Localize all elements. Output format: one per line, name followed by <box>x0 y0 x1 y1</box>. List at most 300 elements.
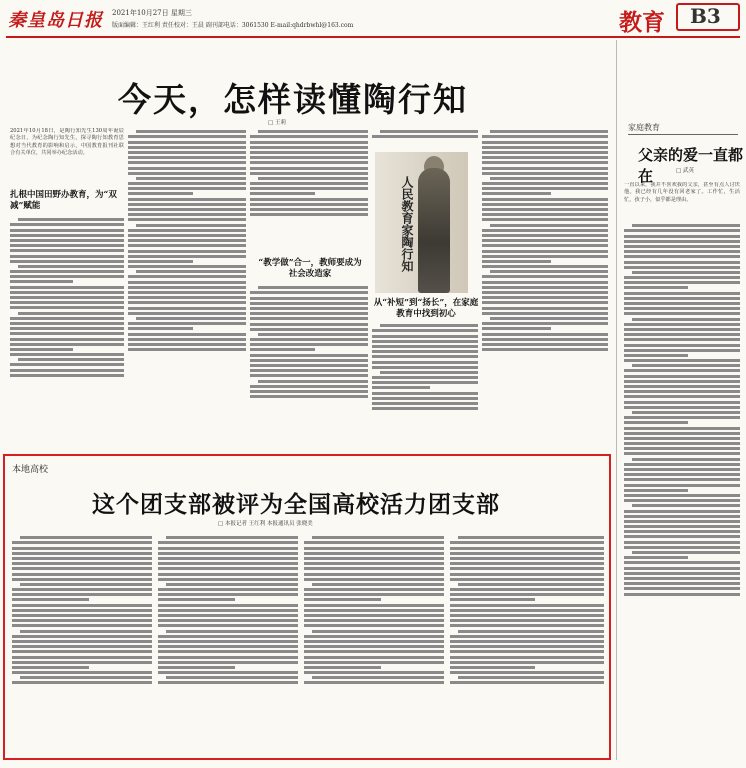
text-line <box>258 130 368 133</box>
text-line <box>158 681 298 684</box>
section-name: 教育 <box>619 9 665 36</box>
text-line <box>450 562 604 565</box>
credits-line: 版面编辑：王红利 责任校对：王晨 副刊部电话：3061530 E-mail:qhdrbwhl@163.com <box>112 22 354 29</box>
text-line <box>450 593 604 596</box>
text-line <box>158 552 298 555</box>
text-line <box>490 177 608 180</box>
text-line <box>10 343 124 346</box>
text-line <box>632 458 740 461</box>
text-line <box>10 301 124 304</box>
text-line <box>372 355 478 358</box>
text-line <box>450 588 604 591</box>
text-line <box>250 208 368 211</box>
text-line <box>624 240 740 243</box>
text-line <box>250 172 368 175</box>
text-line <box>128 239 246 242</box>
main-subhead-2: “教学做”合一，教师要成为社会改造家 <box>258 258 362 279</box>
text-line <box>450 547 604 550</box>
text-line <box>624 473 740 476</box>
main-body-col-4a <box>372 128 478 150</box>
text-line <box>372 329 478 332</box>
text-line <box>482 213 608 216</box>
text-line <box>482 151 608 154</box>
text-line <box>20 536 152 539</box>
text-line <box>372 407 478 410</box>
text-line <box>624 427 740 430</box>
text-line <box>624 421 688 424</box>
text-line <box>450 541 604 544</box>
text-line <box>304 562 444 565</box>
text-line <box>632 224 740 227</box>
column-byline: □ 武英 <box>676 168 694 174</box>
text-line <box>158 593 298 596</box>
text-line <box>12 671 152 674</box>
text-line <box>158 645 298 648</box>
text-line <box>482 244 608 247</box>
text-line <box>624 255 740 258</box>
text-line <box>250 359 368 362</box>
text-line <box>304 666 381 669</box>
text-line <box>250 312 368 315</box>
text-line <box>482 208 608 211</box>
text-line <box>458 536 604 539</box>
text-line <box>458 676 604 679</box>
text-line <box>250 364 368 367</box>
text-line <box>128 296 246 299</box>
text-line <box>482 135 608 138</box>
text-line <box>10 374 124 377</box>
text-line <box>372 361 478 364</box>
text-line <box>490 130 608 133</box>
text-line <box>158 614 298 617</box>
text-line <box>12 593 152 596</box>
text-line <box>250 187 368 190</box>
text-line <box>10 338 124 341</box>
text-line <box>10 348 73 351</box>
text-line <box>624 344 740 347</box>
text-line <box>304 604 444 607</box>
text-line <box>624 468 740 471</box>
text-line <box>250 302 368 305</box>
text-line <box>450 557 604 560</box>
text-line <box>624 385 740 388</box>
text-line <box>12 640 152 643</box>
text-line <box>128 322 246 325</box>
text-line <box>158 666 235 669</box>
text-line <box>450 598 535 601</box>
text-line <box>250 328 368 331</box>
text-line <box>624 292 740 295</box>
text-line <box>482 291 608 294</box>
text-line <box>624 556 688 559</box>
text-line <box>128 182 246 185</box>
feature-col-1 <box>12 534 152 754</box>
text-line <box>128 307 246 310</box>
text-line <box>450 624 604 627</box>
text-line <box>128 301 246 304</box>
text-line <box>624 463 740 466</box>
text-line <box>250 307 368 310</box>
text-line <box>10 280 73 283</box>
text-line <box>136 224 246 227</box>
feature-col-4 <box>450 534 604 754</box>
text-line <box>158 635 298 638</box>
text-line <box>304 661 444 664</box>
text-line <box>304 552 444 555</box>
text-line <box>158 661 298 664</box>
text-line <box>128 172 246 175</box>
text-line <box>250 151 368 154</box>
text-line <box>10 306 124 309</box>
text-line <box>624 489 688 492</box>
text-line <box>624 593 740 596</box>
text-line <box>304 609 444 612</box>
text-line <box>304 557 444 560</box>
text-line <box>304 567 444 570</box>
text-line <box>12 661 152 664</box>
text-line <box>250 192 315 195</box>
page-number: B3 <box>690 4 721 28</box>
text-line <box>12 624 152 627</box>
text-line <box>18 265 124 268</box>
text-line <box>136 270 246 273</box>
text-line <box>304 614 444 617</box>
text-line <box>10 291 124 294</box>
portrait-figure <box>418 168 450 293</box>
text-line <box>624 587 740 590</box>
text-line <box>128 156 246 159</box>
text-line <box>624 541 740 544</box>
text-line <box>250 374 368 377</box>
text-line <box>304 598 381 601</box>
text-line <box>624 406 740 409</box>
text-line <box>12 635 152 638</box>
text-line <box>372 381 478 384</box>
text-line <box>10 260 124 263</box>
text-line <box>624 302 740 305</box>
text-line <box>312 536 444 539</box>
text-line <box>128 203 246 206</box>
text-line <box>482 234 608 237</box>
text-line <box>250 338 368 341</box>
text-line <box>12 541 152 544</box>
column-body <box>624 222 740 760</box>
text-line <box>450 681 604 684</box>
feature-headline: 这个团支部被评为全国高校活力团支部 <box>92 491 500 518</box>
text-line <box>12 567 152 570</box>
text-line <box>20 630 152 633</box>
text-line <box>624 328 740 331</box>
text-line <box>10 223 124 226</box>
text-line <box>128 234 246 237</box>
text-line <box>624 494 740 497</box>
text-line <box>450 573 604 576</box>
text-line <box>250 135 368 138</box>
text-line <box>482 327 551 330</box>
text-line <box>128 291 246 294</box>
main-body-col-1 <box>10 216 124 448</box>
main-body-col-3a <box>250 128 368 256</box>
text-line <box>10 255 124 258</box>
text-line <box>372 402 478 405</box>
text-line <box>12 666 89 669</box>
text-line <box>128 213 246 216</box>
text-line <box>250 323 368 326</box>
text-line <box>258 380 368 383</box>
text-line <box>624 442 740 445</box>
text-line <box>624 297 740 300</box>
text-line <box>624 572 740 575</box>
text-line <box>624 229 740 232</box>
text-line <box>158 609 298 612</box>
text-line <box>304 656 444 659</box>
text-line <box>158 541 298 544</box>
main-body-col-2 <box>128 128 246 448</box>
text-line <box>10 239 124 242</box>
text-line <box>304 640 444 643</box>
text-line <box>304 650 444 653</box>
text-line <box>482 265 608 268</box>
text-line <box>250 198 368 201</box>
text-line <box>458 630 604 633</box>
text-line <box>482 146 608 149</box>
text-line <box>128 192 193 195</box>
text-line <box>624 338 740 341</box>
text-line <box>128 218 246 221</box>
main-body-col-3b <box>250 284 368 448</box>
text-line <box>312 630 444 633</box>
text-line <box>624 416 740 419</box>
text-line <box>10 249 124 252</box>
text-line <box>10 327 124 330</box>
text-line <box>482 198 608 201</box>
text-line <box>482 260 551 263</box>
text-line <box>372 386 430 389</box>
feature-col-3 <box>304 534 444 754</box>
text-line <box>624 530 740 533</box>
text-line <box>304 619 444 622</box>
text-line <box>632 551 740 554</box>
text-line <box>624 261 740 264</box>
text-line <box>450 614 604 617</box>
text-line <box>250 161 368 164</box>
text-line <box>482 141 608 144</box>
text-line <box>624 525 740 528</box>
text-line <box>372 392 478 395</box>
text-line <box>12 609 152 612</box>
text-line <box>450 609 604 612</box>
text-line <box>128 198 246 201</box>
text-line <box>250 369 368 372</box>
text-line <box>20 583 152 586</box>
text-line <box>304 645 444 648</box>
text-line <box>250 141 368 144</box>
text-line <box>482 229 608 232</box>
text-line <box>458 583 604 586</box>
text-line <box>12 578 152 581</box>
text-line <box>166 583 298 586</box>
text-line <box>128 275 246 278</box>
main-byline: □ 王莉 <box>268 120 286 126</box>
text-line <box>304 593 444 596</box>
text-line <box>12 552 152 555</box>
text-line <box>482 203 608 206</box>
text-line <box>482 296 608 299</box>
text-line <box>450 666 535 669</box>
text-line <box>624 546 740 549</box>
text-line <box>624 452 740 455</box>
text-line <box>250 156 368 159</box>
text-line <box>482 250 608 253</box>
column-title: 父亲的爱一直都在 <box>638 146 744 185</box>
text-line <box>166 536 298 539</box>
text-line <box>250 390 368 393</box>
text-line <box>136 317 246 320</box>
text-line <box>624 577 740 580</box>
text-line <box>482 239 608 242</box>
text-line <box>372 345 478 348</box>
text-line <box>490 270 608 273</box>
text-line <box>304 671 444 674</box>
text-line <box>158 624 298 627</box>
text-line <box>624 235 740 238</box>
text-line <box>158 562 298 565</box>
text-line <box>158 671 298 674</box>
text-line <box>450 650 604 653</box>
text-line <box>482 322 608 325</box>
text-line <box>624 582 740 585</box>
text-line <box>304 624 444 627</box>
text-line <box>450 656 604 659</box>
column-tag-rule <box>628 134 738 135</box>
text-line <box>128 141 246 144</box>
text-line <box>128 161 246 164</box>
text-line <box>10 369 124 372</box>
text-line <box>128 260 193 263</box>
text-line <box>624 266 740 269</box>
text-line <box>372 366 478 369</box>
text-line <box>482 172 608 175</box>
text-line <box>250 213 368 216</box>
text-line <box>624 281 740 284</box>
text-line <box>482 218 608 221</box>
text-line <box>18 312 124 315</box>
text-line <box>136 177 246 180</box>
text-line <box>166 630 298 633</box>
main-subhead-1: 扎根中国田野办教育，为“双减”赋能 <box>10 190 117 211</box>
text-line <box>450 604 604 607</box>
text-line <box>482 333 608 336</box>
text-line <box>450 640 604 643</box>
text-line <box>624 567 740 570</box>
text-line <box>624 432 740 435</box>
text-line <box>10 353 124 356</box>
text-line <box>158 656 298 659</box>
text-line <box>250 297 368 300</box>
text-line <box>372 335 478 338</box>
text-line <box>482 156 608 159</box>
text-line <box>128 229 246 232</box>
text-line <box>12 604 152 607</box>
text-line <box>128 244 246 247</box>
text-line <box>632 504 740 507</box>
text-line <box>158 619 298 622</box>
text-line <box>482 338 608 341</box>
masthead: 秦皇岛日报 <box>8 10 103 31</box>
text-line <box>624 437 740 440</box>
text-line <box>128 151 246 154</box>
text-line <box>482 167 608 170</box>
text-line <box>450 567 604 570</box>
text-line <box>10 322 124 325</box>
text-line <box>624 510 740 513</box>
text-line <box>250 317 368 320</box>
text-line <box>482 307 608 310</box>
feature-col-2 <box>158 534 298 754</box>
text-line <box>12 656 152 659</box>
text-line <box>250 291 368 294</box>
text-line <box>12 614 152 617</box>
text-line <box>304 541 444 544</box>
text-line <box>482 192 551 195</box>
text-line <box>250 182 368 185</box>
text-line <box>624 359 740 362</box>
text-line <box>372 350 478 353</box>
text-line <box>128 135 246 138</box>
text-line <box>624 447 740 450</box>
text-line <box>632 271 740 274</box>
text-line <box>372 376 478 379</box>
text-line <box>490 224 608 227</box>
text-line <box>158 557 298 560</box>
text-line <box>482 348 608 351</box>
column-lead: 一直以来，我并不喜欢我的父亲，甚至有点人讨厌他。我已经有几年没有回老家了。工作忙，生活忙，孩子小，似乎都是理由。 <box>624 182 740 203</box>
text-line <box>372 397 478 400</box>
text-line <box>624 312 740 315</box>
text-line <box>18 358 124 361</box>
text-line <box>10 317 124 320</box>
text-line <box>372 340 478 343</box>
text-line <box>10 229 124 232</box>
text-line <box>304 635 444 638</box>
text-line <box>624 349 740 352</box>
text-line <box>158 588 298 591</box>
text-line <box>128 281 246 284</box>
text-line <box>380 371 478 374</box>
text-line <box>258 333 368 336</box>
text-line <box>128 338 246 341</box>
text-line <box>624 245 740 248</box>
text-line <box>304 578 444 581</box>
text-line <box>482 343 608 346</box>
main-headline: 今天，怎样读懂陶行知 <box>118 80 468 119</box>
text-line <box>304 681 444 684</box>
text-line <box>372 135 478 138</box>
text-line <box>250 395 368 398</box>
main-body-col-4b <box>372 322 478 448</box>
text-line <box>304 588 444 591</box>
text-line <box>12 681 152 684</box>
text-line <box>158 567 298 570</box>
text-line <box>10 332 124 335</box>
text-line <box>128 348 246 351</box>
text-line <box>128 265 246 268</box>
text-line <box>624 250 740 253</box>
text-line <box>450 645 604 648</box>
text-line <box>128 343 246 346</box>
text-line <box>12 588 152 591</box>
text-line <box>482 182 608 185</box>
